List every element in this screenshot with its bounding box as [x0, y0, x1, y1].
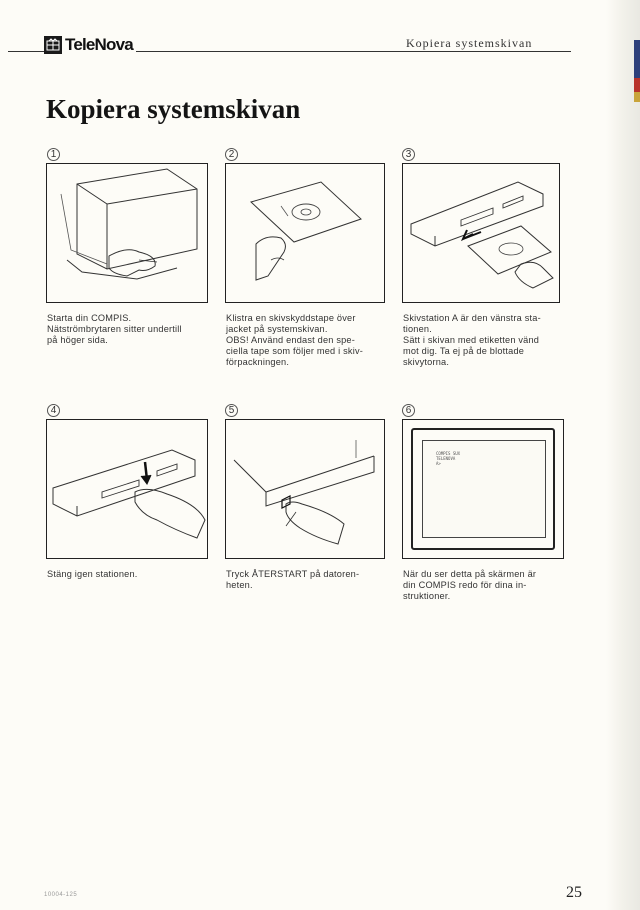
- telenova-emblem-icon: [44, 36, 62, 54]
- step-4-number: 4: [47, 404, 60, 417]
- brand-name: TeleNova: [65, 35, 133, 54]
- screen-line: COMPIS SUX: [436, 451, 461, 456]
- page-number: 25: [566, 884, 582, 901]
- step-6-illustration: [402, 419, 564, 559]
- screen-display: [422, 440, 546, 538]
- computer-monitor-icon: [47, 164, 208, 303]
- disk-drive-icon: [403, 164, 560, 303]
- step-6-number: 6: [402, 404, 415, 417]
- step-5-caption: Tryck ÅTERSTART på datoren- heten.: [226, 569, 360, 590]
- step-4-illustration: [46, 419, 208, 559]
- step-2-caption: Klistra en skivskyddstape över jacket på systemskivan. OBS! Använd endast den spe- ciella tape som följer med i skiv- förpackningen.: [226, 313, 363, 367]
- telenova-logo: [44, 36, 136, 54]
- screen-line: TELENOVA: [436, 456, 456, 461]
- screen-line: A>: [436, 461, 441, 466]
- step-4-caption: Stäng igen stationen.: [47, 569, 138, 579]
- step-6-caption: När du ser detta på skärmen är din COMPIS redo för dina in- struktioner.: [403, 569, 537, 601]
- running-header: Kopiera systemskivan: [406, 36, 533, 50]
- step-5-number: 5: [225, 404, 238, 417]
- page-edge: [606, 0, 640, 910]
- drive-latch-icon: [47, 420, 208, 559]
- floppy-disk-icon: [226, 164, 385, 303]
- step-1-illustration: [46, 163, 208, 303]
- step-1-caption: Starta din COMPIS. Nätströmbrytaren sitter undertill på höger sida.: [47, 313, 182, 345]
- step-1-number: 1: [47, 148, 60, 161]
- screen-text: [436, 451, 460, 466]
- document-code: 10004-125: [44, 892, 78, 898]
- step-3-number: 3: [402, 148, 415, 161]
- step-2-illustration: [225, 163, 385, 303]
- reset-button-icon: [226, 420, 385, 559]
- step-5-illustration: [225, 419, 385, 559]
- step-3-caption: Skivstation A är den vänstra sta- tionen. Sätt i skivan med etiketten vänd mot dig. Ta ej på de blottade skivytorna.: [403, 313, 541, 367]
- step-2-number: 2: [225, 148, 238, 161]
- page-title: Kopiera systemskivan: [46, 94, 301, 124]
- step-3-illustration: [402, 163, 560, 303]
